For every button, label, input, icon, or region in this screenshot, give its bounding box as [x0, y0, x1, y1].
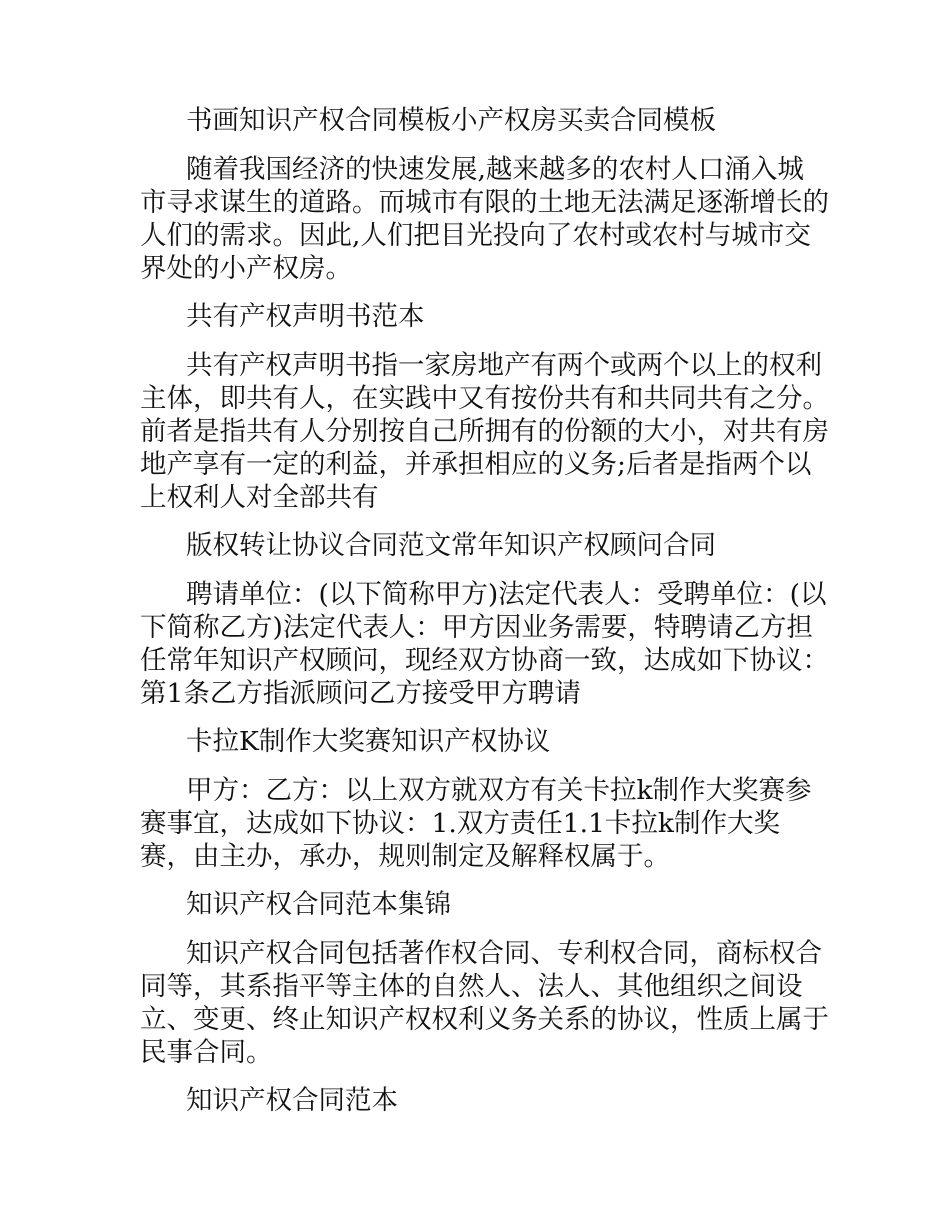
section-title: 版权转让协议合同范文常年知识产权顾问合同 [186, 530, 716, 561]
section-title: 卡拉K制作大奖赛知识产权协议 [186, 726, 551, 757]
document-body [140, 104, 830, 1133]
section-title: 共有产权声明书范本 [186, 301, 425, 332]
body-paragraph: 共有产权声明书指一家房地产有两个或两个以上的权利主体，即共有人，在实践中又有按份共有和共同共有之分。前者是指共有人分别按自己所拥有的份额的大小，对共有房地产享有一定的利益，并承担相应的义务;后者是指两个以上权利人对全部共有 [140, 350, 829, 513]
section-title: 书画知识产权合同模板小产权房买卖合同模板 [186, 105, 716, 136]
body-paragraph: 聘请单位：(以下简称甲方)法定代表人：受聘单位：(以下简称乙方)法定代表人：甲方因业务需要，特聘请乙方担任常年知识产权顾问，现经双方协商一致，达成如下协议：第1条乙方指派顾问乙方接受甲方聘请 [140, 579, 829, 709]
body-paragraph: 知识产权合同包括著作权合同、专利权合同，商标权合同等，其系指平等主体的自然人、法人、其他组织之间设立、变更、终止知识产权权利义务关系的协议，性质上属于民事合同。 [140, 938, 829, 1068]
section-title: 知识产权合同范本集锦 [186, 889, 451, 920]
body-paragraph: 随着我国经济的快速发展,越来越多的农村人口涌入城市寻求谋生的道路。而城市有限的土地无法满足逐渐增长的人们的需求。因此,人们把目光投向了农村或农村与城市交界处的小产权房。 [140, 154, 829, 284]
section-title: 知识产权合同范本 [186, 1085, 398, 1116]
body-paragraph: 甲方：乙方：以上双方就双方有关卡拉k制作大奖赛参赛事宜，达成如下协议：1.双方责任1.1卡拉k制作大奖赛，由主办，承办，规则制定及解释权属于。 [140, 775, 812, 872]
